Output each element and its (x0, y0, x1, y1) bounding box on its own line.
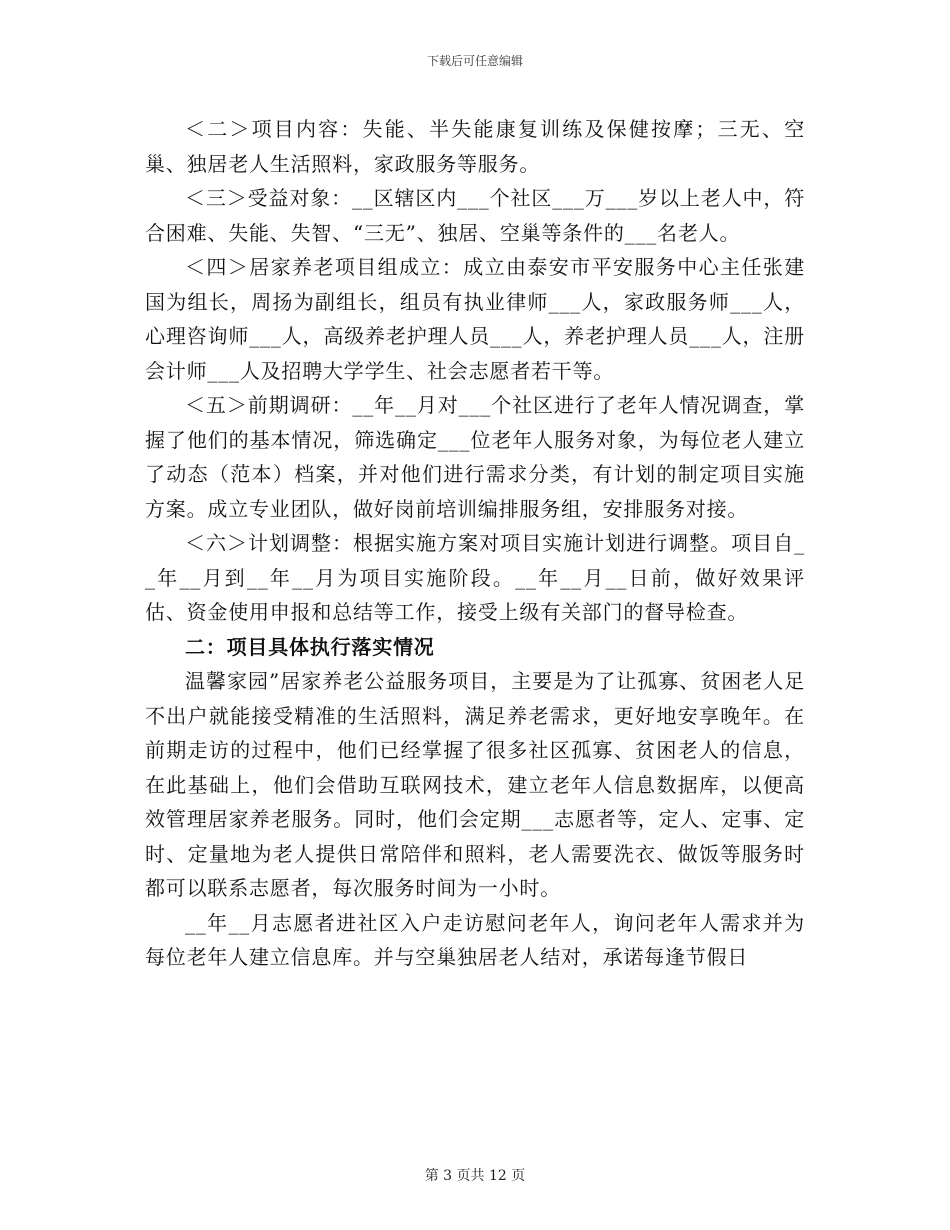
page-header: 下载后可任意编辑 (426, 54, 523, 68)
paragraph-implementation: 温馨家园”居家养老公益服务项目，主要是为了让孤寡、贫困老人足不出户就能接受精准的生活照料，满足养老需求，更好地安享晚年。在前期走访的过程中，他们已经掌握了很多社区孤寡、贫困老人的信息，在此基础上，他们会借助互联网技术，建立老年人信息数据库，以便高效管理居家养老服务。同时，他们会定期___志愿者等，定人、定事、定时、定量地为老人提供日常陪伴和照料，老人需要洗衣、做饭等服务时都可以联系志愿者，每次服务时间为一小时。 (145, 669, 805, 900)
paragraph-project-content: ＜二＞项目内容：失能、半失能康复训练及保健按摩；三无、空巢、独居老人生活照料，家政服务等服务。 (145, 117, 805, 176)
section-heading: 二：项目具体执行落实情况 (185, 634, 435, 659)
paragraph-project-team: ＜四＞居家养老项目组成立：成立由泰安市平安服务中心主任张建国为组长，周扬为副组长，组员有执业律师___人，家政服务师___人，心理咨询师___人，高级养老护理人员___人，养老护理人员___人，注册会计师___人及招聘大学学生、社会志愿者若干等。 (145, 255, 805, 383)
paragraph-beneficiaries: ＜三＞受益对象：__区辖区内___个社区___万___岁以上老人中，符合困难、失能、失智、“三无”、独居、空巢等条件的___名老人。 (145, 186, 805, 245)
paragraph-preliminary-research: ＜五＞前期调研：__年__月对___个社区进行了老年人情况调查，掌握了他们的基本情况，筛选确定___位老年人服务对象，为每位老人建立了动态（范本）档案，并对他们进行需求分类，有计划的制定项目实施方案。成立专业团队，做好岗前培训编排服务组，安排服务对接。 (145, 393, 805, 521)
paragraph-volunteer-visits: __年__月志愿者进社区入户走访慰问老年人，询问老年人需求并为每位老年人建立信息库。并与空巢独居老人结对，承诺每逢节假日 (145, 910, 805, 969)
paragraph-plan-adjustment: ＜六＞计划调整：根据实施方案对项目实施计划进行调整。项目自__年__月到__年__月为项目实施阶段。__年__月__日前，做好效果评估、资金使用申报和总结等工作，接受上级有关部门的督导检查。 (145, 531, 805, 624)
document-body (145, 112, 805, 975)
page-footer: 第 3 页共 12 页 (424, 1168, 526, 1184)
